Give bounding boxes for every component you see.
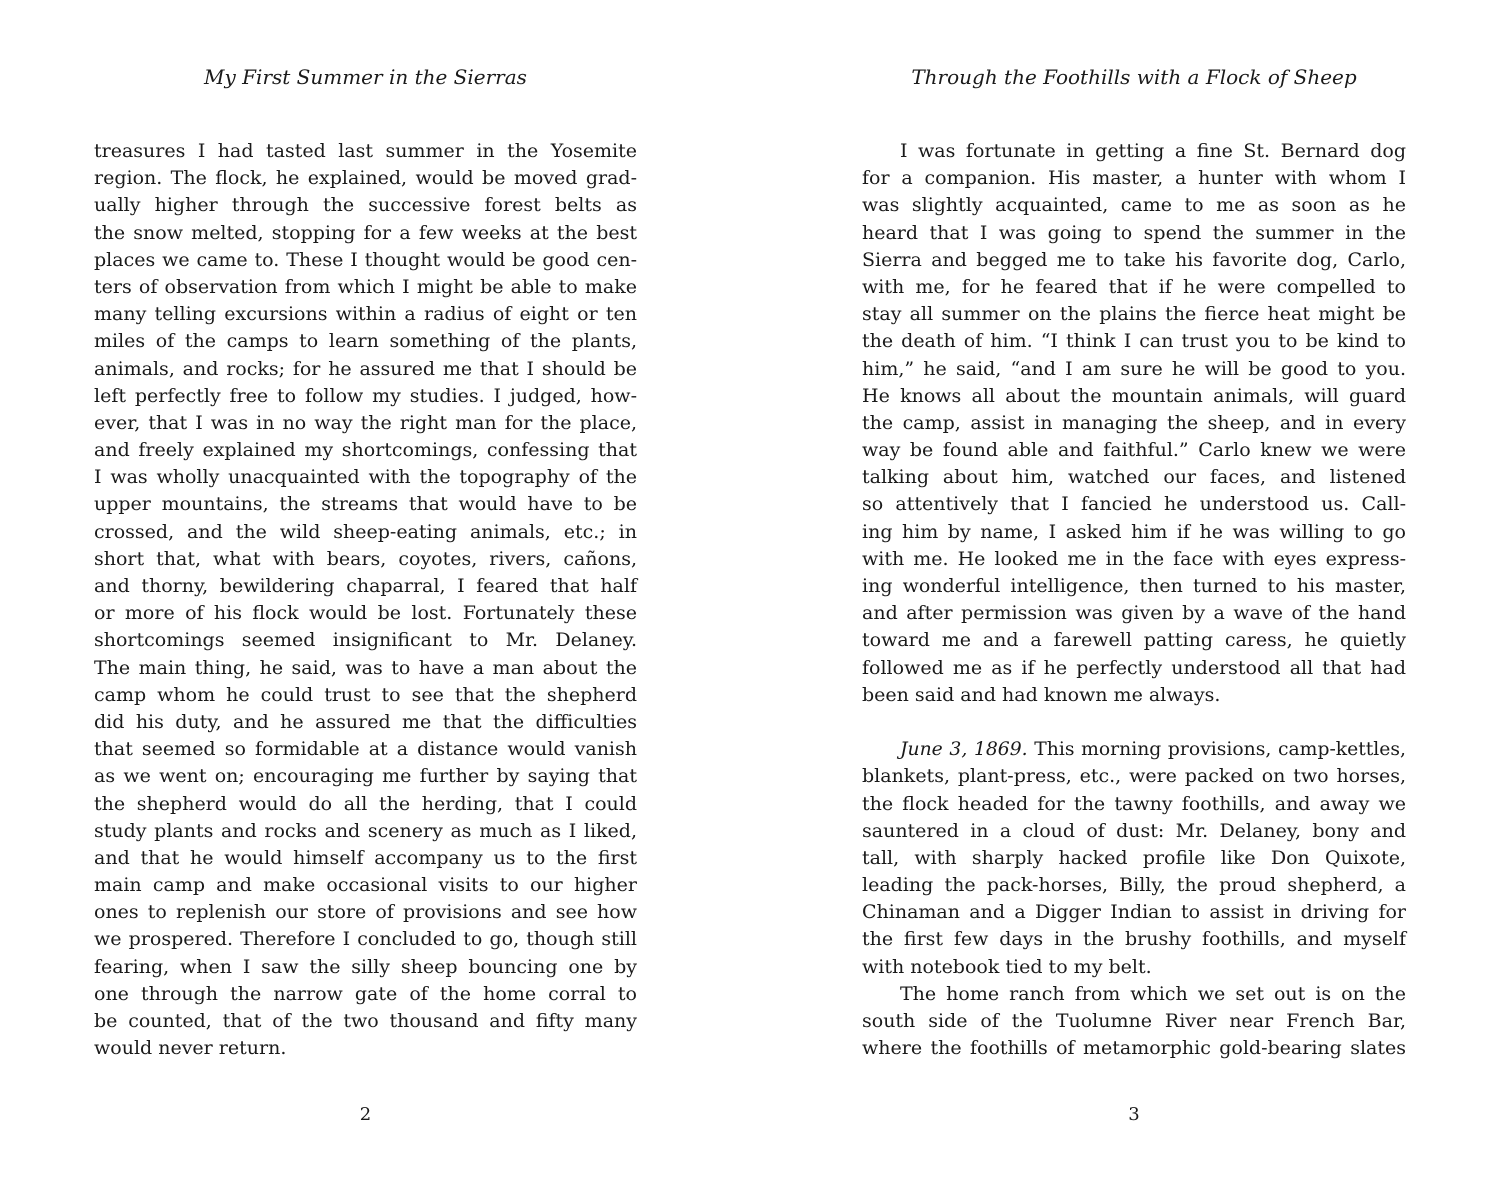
text-line: region. The flock, he explained, would be moved grad- [94,167,637,190]
text-line: that seemed so formidable at a distance would vanish [94,738,637,761]
text-line: crossed, and the wild sheep-eating animals, etc.; in [94,520,637,543]
text-line: places we came to. These I thought would be good cen- [94,248,637,271]
text-line: shortcomings seemed insignificant to Mr. Delaney. [94,629,637,652]
text-line: way be found able and faithful.” Carlo knew we were [862,439,1406,462]
page-number: 3 [1128,1104,1140,1125]
text-line: camp whom he could trust to see that the shepherd [94,683,637,706]
text-line: would never return. [94,1037,287,1060]
text-line: the camp, assist in managing the sheep, and in every [862,411,1406,434]
text-line: as we went on; encouraging me further by saying that [94,765,637,788]
text-line: ually higher through the successive forest belts as [94,194,637,217]
text-line: short that, what with bears, coyotes, rivers, cañons, [94,547,637,570]
text-line: the first few days in the brushy foothills, and myself [862,928,1406,951]
text-line: the snow melted, stopping for a few weeks at the best [94,221,637,244]
text-line: and that he would himself accompany us to the first [94,846,637,869]
text-line: He knows all about the mountain animals, will guard [862,384,1406,407]
text-line: be counted, that of the two thousand and fifty many [94,1010,637,1032]
text-line: The home ranch from which we set out is on the [900,982,1406,1005]
text-line: fearing, when I saw the silly sheep bouncing one by [94,955,637,978]
text-line: tall, with sharply hacked profile like Don Quixote, [862,846,1406,869]
text-line: for a companion. His master, a hunter with whom I [862,167,1406,190]
text-line: followed me as if he perfectly understood all that had [862,656,1406,679]
text-line: and thorny, bewildering chaparral, I feared that half [94,575,637,597]
text-line: upper mountains, the streams that would have to be [94,493,637,516]
text-line: with me. He looked me in the face with eyes express- [862,547,1406,570]
text-line: and after permission was given by a wave of the hand [862,602,1406,625]
text-line: ters of observation from which I might be able to make [94,275,637,298]
text-line: ing him by name, I asked him if he was willing to go [862,520,1406,543]
text-line: the death of him. “I think I can trust you to be kind to [862,330,1406,353]
text-line: with me, for he feared that if he were compelled to [862,275,1406,298]
text-line: we prospered. Therefore I concluded to go, though still [94,928,637,951]
text-line: Chinaman and a Digger Indian to assist in driving for [862,901,1406,924]
text-line: talking about him, watched our faces, and listened [862,466,1406,489]
text-line: treasures I had tasted last summer in the Yosemite [94,140,637,162]
text-line: been said and had known me always. [862,683,1221,706]
text-line: stay all summer on the plains the fierce heat might be [862,303,1406,326]
text-line: blankets, plant-press, etc., were packed on two horses, [862,765,1406,788]
text-line: ing wonderful intelligence, then turned to his master, [862,575,1406,597]
text-line: leading the pack-horses, Billy, the proud shepherd, a [862,874,1406,897]
text-line: left perfectly free to follow my studies. I judged, how- [94,384,637,407]
right-running-head: Through the Foothills with a Flock of Sheep [911,65,1357,89]
text-line: was slightly acquainted, came to me as soon as he [862,194,1406,217]
text-line: or more of his flock would be lost. Fortunately these [94,602,637,625]
text-line: one through the narrow gate of the home corral to [94,982,637,1005]
text-line: main camp and make occasional visits to our higher [94,874,637,897]
left-running-head: My First Summer in the Sierras [204,65,527,89]
text-line: and freely explained my shortcomings, confessing that [94,439,637,462]
text-line: did his duty, and he assured me that the difficulties [94,710,637,733]
text-line: many telling excursions within a radius of eight or ten [94,303,637,326]
text-line: heard that I was going to spend the summer in the [862,221,1406,244]
paragraph-gap [862,709,1406,736]
left-page [94,0,637,1200]
entry-text: This morning provisions, camp-kettles, [1027,739,1406,761]
right-body-text [862,138,1406,1062]
text-line: ones to replenish our store of provisions and see how [94,901,637,924]
text-line: ever, that I was in no way the right man for the place, [94,411,637,434]
text-line: toward me and a farewell patting caress, he quietly [862,629,1406,652]
left-body-text [94,138,637,1062]
text-line: with notebook tied to my belt. [862,955,1152,978]
text-line: the shepherd would do all the herding, that I could [94,792,637,815]
text-line: I was fortunate in getting a fine St. Bernard dog [900,140,1406,162]
text-line: sauntered in a cloud of dust: Mr. Delaney, bony and [862,819,1406,842]
right-page [862,0,1406,1200]
dated-entry-line [862,736,1406,763]
text-line: I was wholly unacquainted with the topography of the [94,466,637,489]
text-line: the flock headed for the tawny foothills, and away we [862,792,1406,815]
text-line: Sierra and begged me to take his favorite dog, Carlo, [862,248,1406,271]
text-line: south side of the Tuolumne River near French Bar, [862,1010,1406,1032]
text-line: miles of the camps to learn something of the plants, [94,330,637,353]
text-line: where the foothills of metamorphic gold-bearing slates [862,1037,1406,1060]
text-line: him,” he said, “and I am sure he will be good to you. [862,357,1406,380]
text-line: The main thing, he said, was to have a man about the [94,656,637,679]
page-number: 2 [359,1104,372,1125]
text-line: so attentively that I fancied he understood us. Call- [862,493,1406,516]
entry-date: June 3, 1869. [900,739,1028,761]
text-line: study plants and rocks and scenery as much as I liked, [94,819,637,842]
text-line: animals, and rocks; for he assured me that I should be [94,357,637,380]
